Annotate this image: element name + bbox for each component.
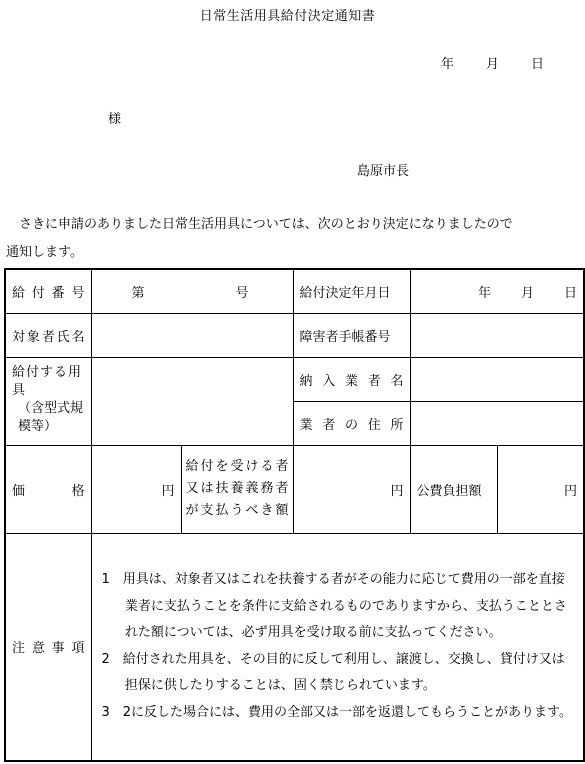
note-item-2: 2 給付された用具を、その目的に反して利用し、譲渡し、交換し、貸付け又は担保に供したりすることは、固く禁じられています。 — [101, 651, 565, 694]
label-recipient-name: 対象者氏名 — [5, 313, 91, 357]
handbook-number-value — [410, 313, 584, 357]
issue-date-month: 月 — [486, 57, 500, 72]
vendor-value — [410, 357, 584, 401]
body-line-2: 通知します。 — [6, 245, 83, 260]
price-yen: 円 — [161, 483, 175, 499]
document-title: 日常生活用具給付決定通知書 — [199, 9, 376, 24]
recipient-name-value — [91, 313, 293, 357]
payer-amount-value — [293, 445, 410, 533]
row-item-vendor — [5, 357, 584, 401]
label-price: 価格 — [5, 445, 91, 533]
label-grant-number: 給付番号 — [5, 269, 91, 313]
vendor-address-value — [410, 401, 584, 445]
grant-number-prefix: 第 — [131, 285, 145, 301]
row-price — [5, 445, 584, 533]
label-vendor-address: 業者の住所 — [293, 401, 410, 445]
row-name — [5, 313, 584, 357]
payer-yen: 円 — [390, 483, 404, 499]
label-vendor: 納入業者名 — [293, 357, 410, 401]
decision-form-table — [4, 268, 585, 762]
body-line-1: さきに申請のありました日常生活用具については、次のとおり決定になりましたので — [6, 217, 513, 232]
note-item-3: 3 2に反した場合には、費用の全部又は一部を返還してもらうことがあります。 — [101, 704, 573, 720]
body-text — [6, 211, 575, 267]
public-yen: 円 — [564, 483, 578, 499]
issue-date-day: 日 — [531, 57, 545, 72]
note-item-1: 1 用具は、対象者又はこれを扶養する者がその能力に応じて費用の一部を直接業者に支払うことを条件に支給されるものでありますから、支払うこととされた額については、必ず用具を受け取る前に支払ってください。 — [101, 572, 567, 641]
decision-date-year: 年 — [477, 285, 491, 301]
label-item-note: （含型式規模等） — [18, 400, 84, 434]
label-payer-line2: 又は扶養義務者 — [185, 481, 289, 496]
label-payer-line1: 給付を受ける者 — [185, 459, 289, 474]
notes-cell — [91, 533, 584, 761]
public-burden-value — [497, 445, 584, 533]
label-item: 給付する用具 — [12, 364, 83, 398]
row-number — [5, 269, 584, 313]
label-item-cell — [5, 357, 91, 445]
issue-date — [441, 53, 544, 72]
addressee-suffix: 様 — [108, 112, 122, 127]
decision-date-cell — [410, 269, 584, 313]
grant-number-suffix: 号 — [235, 285, 249, 301]
label-handbook-number: 障害者手帳番号 — [293, 313, 410, 357]
label-payer-line3: が支払うべき額 — [185, 503, 289, 518]
decision-date-month: 月 — [520, 285, 534, 301]
label-decision-date: 給付決定年月日 — [293, 269, 410, 313]
row-notes — [5, 533, 584, 761]
label-payer-amount — [181, 445, 293, 533]
grant-number-cell — [91, 269, 293, 313]
label-notes: 注意事項 — [5, 533, 91, 761]
price-value — [91, 445, 181, 533]
issuer-name: 島原市長 — [357, 164, 410, 179]
issue-date-year: 年 — [441, 57, 455, 72]
item-value — [91, 357, 293, 445]
label-public-burden: 公費負担額 — [410, 445, 497, 533]
decision-date-day: 日 — [564, 285, 578, 301]
